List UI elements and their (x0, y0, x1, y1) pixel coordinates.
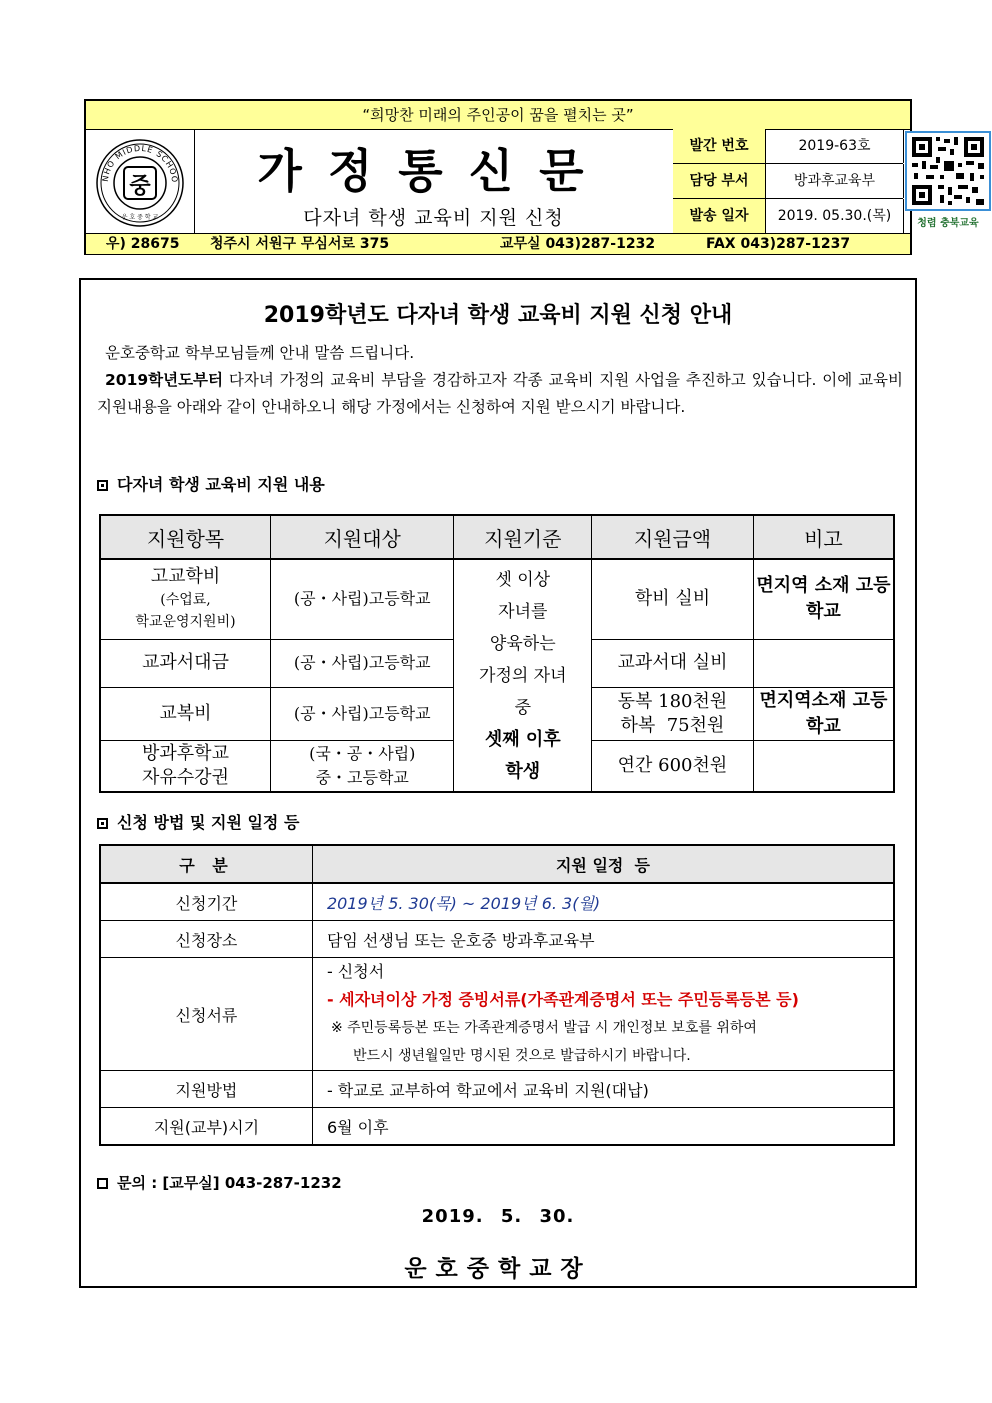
send-date-value: 2019. 05.30.(목) (766, 199, 904, 233)
intro-text: 다자녀 가정의 교육비 부담을 경감하고자 각종 교육비 지원 사업을 추진하고 있습니다. 이에 교육비 지원내용을 아래와 같이 안내하오니 해당 가정에서는 신청하여 지원 받으시기 바랍니다. (97, 371, 903, 416)
department-row (673, 164, 903, 199)
newsletter-header (84, 99, 979, 255)
notice-title: 2019학년도 다자녀 학생 교육비 지원 신청 안내 (263, 303, 733, 328)
table-header-row (100, 515, 894, 559)
square-bullet-icon (97, 1178, 108, 1189)
col-header: 구 분 (100, 845, 312, 883)
fax-number: FAX 043)287-1237 (706, 236, 851, 252)
school-address-bar (86, 233, 910, 254)
table-row (100, 1108, 894, 1146)
intro-paragraph (97, 367, 903, 421)
period-value: 2019년 5. 30(목) ~ 2019년 6. 3(월) (312, 883, 894, 921)
item-cell: 교과서대금 (100, 639, 270, 687)
svg-text:청렴 충북교육: 청렴 충북교육 (917, 218, 979, 229)
square-bullet-icon (97, 818, 108, 829)
application-schedule-table (99, 844, 895, 1146)
issue-number-row (673, 129, 903, 164)
issue-date: 2019. 5. 30. (421, 1206, 575, 1227)
qr-code (904, 129, 992, 233)
note-cell: 면지역 소재 고등학교 (753, 559, 894, 639)
postal-code: 우) 28675 (106, 236, 180, 252)
table-row (100, 559, 894, 639)
col-header: 지원항목 (100, 515, 270, 559)
item-cell: 방과후학교 자유수강권 (100, 740, 270, 792)
office-phone: 교무실 043)287-1232 (500, 236, 656, 252)
issue-info (673, 129, 903, 233)
qr-code-icon (904, 129, 992, 233)
support-content-table (99, 514, 895, 793)
notice-body (79, 278, 917, 1288)
issue-number-label: 발간 번호 (673, 129, 766, 163)
school-logo (86, 129, 195, 233)
section-application-method: 신청 방법 및 지원 일정 등 (97, 810, 299, 833)
criteria-cell: 셋 이상 자녀를 양육하는 가정의 자녀 중 셋째 이후 학생 (454, 559, 592, 792)
col-header: 지원금액 (592, 515, 754, 559)
newsletter-title: 가정통신문 (257, 144, 610, 198)
send-date-row (673, 199, 903, 233)
title-cell (194, 129, 674, 233)
principal-signature: 운호중학교장 (404, 1256, 592, 1282)
target-cell: (국・공・사립) 중・고등학교 (270, 740, 454, 792)
section-support-content: 다자녀 학생 교육비 지원 내용 (97, 472, 325, 495)
col-header: 지원기준 (454, 515, 592, 559)
target-cell: (공・사립)고등학교 (270, 687, 454, 740)
svg-text:운 호 중 학 교: 운 호 중 학 교 (121, 214, 159, 221)
send-date-label: 발송 일자 (673, 199, 766, 233)
newsletter-subtitle: 다자녀 학생 교육비 지원 신청 (303, 207, 564, 229)
square-bullet-icon (97, 480, 108, 491)
table-row (100, 958, 894, 1071)
department-label: 담당 부서 (673, 164, 766, 198)
target-cell: (공・사립)고등학교 (270, 639, 454, 687)
period-label: 신청기간 (100, 883, 312, 921)
place-value: 담임 선생님 또는 운호중 방과후교육부 (312, 921, 894, 958)
amount-cell: 교과서대 실비 (592, 639, 754, 687)
amount-cell: 연간 600천원 (592, 740, 754, 792)
col-header: 비고 (753, 515, 894, 559)
note-cell: 면지역소재 고등학교 (753, 687, 894, 740)
street-address: 청주시 서원구 무심서로 375 (210, 236, 390, 252)
timing-label: 지원(교부)시기 (100, 1108, 312, 1146)
svg-text:중: 중 (129, 174, 151, 199)
school-emblem-icon (86, 129, 194, 233)
amount-cell: 동복 180천원 하복 75천원 (592, 687, 754, 740)
issue-number-value: 2019-63호 (766, 129, 904, 163)
item-cell: 교복비 (100, 687, 270, 740)
method-label: 지원방법 (100, 1071, 312, 1108)
department-value: 방과후교육부 (766, 164, 904, 198)
amount-cell: 학비 실비 (592, 559, 754, 639)
target-cell: (공・사립)고등학교 (270, 559, 454, 639)
contact-info: 문의 : [교무실] 043-287-1232 (97, 1172, 342, 1193)
method-value: - 학교로 교부하여 학교에서 교육비 지원(대납) (312, 1071, 894, 1108)
timing-value: 6월 이후 (312, 1108, 894, 1146)
documents-label: 신청서류 (100, 958, 312, 1071)
table-header-row (100, 845, 894, 883)
col-header: 지원 일정 등 (312, 845, 894, 883)
table-row (100, 921, 894, 958)
table-row (100, 883, 894, 921)
svg-text:UNHO MIDDLE SCHOOL: NHO MIDDLE SCHOO (100, 143, 180, 184)
intro-bold: 2019학년도부터 (105, 371, 224, 389)
place-label: 신청장소 (100, 921, 312, 958)
note-cell (753, 740, 894, 792)
note-cell (753, 639, 894, 687)
col-header: 지원대상 (270, 515, 454, 559)
documents-value: - 신청서 - 세자녀이상 가정 증빙서류(가족관계증명서 또는 주민등록등본 등) ※ 주민등록등본 또는 가족관계증명서 발급 시 개인정보 보호를 위하여 반드시 생년월일만 명시된 것으로 발급하시기 바랍니다. (312, 958, 894, 1071)
greeting: 운호중학교 학부모님들께 안내 말씀 드립니다. (105, 344, 415, 362)
item-cell: 고교학비 (수업료, 학교운영지원비) (100, 559, 270, 639)
table-row (100, 1071, 894, 1108)
slogan: “희망찬 미래의 주인공이 꿈을 펼치는 곳” (86, 101, 910, 130)
